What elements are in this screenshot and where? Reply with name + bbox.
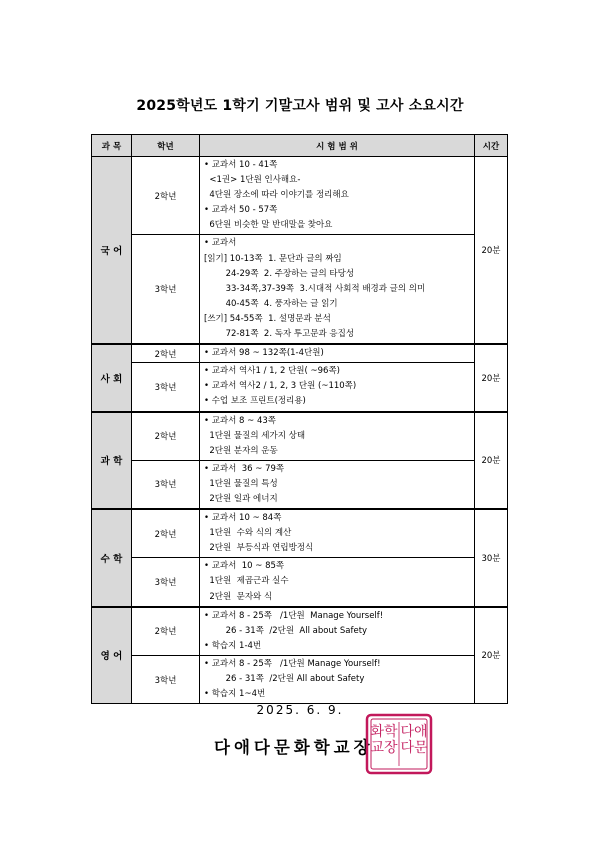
svg-text:다애: 다애 xyxy=(400,724,428,740)
table-row xyxy=(92,363,508,412)
range-line: 24-29쪽 2. 주장하는 글의 타당성 xyxy=(204,268,355,279)
range-line: • 교과서 10 - 41쪽 xyxy=(204,160,278,170)
table-row xyxy=(92,509,508,558)
range-line: 2단원 일과 에너지 xyxy=(204,493,278,504)
header-grade: 학년 xyxy=(132,135,200,157)
exam-range-cell xyxy=(200,607,475,656)
range-line: • 학습지 1-4번 xyxy=(204,640,262,651)
time-cell: 20분 xyxy=(475,344,508,411)
exam-range-cell xyxy=(200,412,475,461)
range-line: • 교과서 50 - 57쪽 xyxy=(204,205,278,216)
range-line: • 교과서 98 ~ 132쪽(1-4단원) xyxy=(204,348,324,359)
range-line: • 수업 보조 프린트(정리용) xyxy=(204,396,306,407)
header-range: 시 험 범 위 xyxy=(200,135,475,157)
exam-schedule-table xyxy=(91,134,508,704)
grade-cell: 2학년 xyxy=(132,344,200,363)
table-body xyxy=(92,157,508,704)
range-line: 2단원 문자와 식 xyxy=(204,591,273,602)
range-line: 1단원 물질의 세가지 상태 xyxy=(204,430,306,441)
range-line: 4단원 장소에 따라 이야기를 정리해요 xyxy=(204,190,349,201)
table-row xyxy=(92,607,508,656)
subject-cell: 사 회 xyxy=(92,344,132,411)
range-line: [쓰기] 54-55쪽 1. 설명문과 분석 xyxy=(204,313,331,324)
table-row xyxy=(92,460,508,509)
grade-cell: 2학년 xyxy=(132,607,200,656)
range-line: 1단원 수와 식의 계산 xyxy=(204,528,292,539)
range-line: 2단원 부등식과 연립방정식 xyxy=(204,543,314,554)
range-line: 6단원 비슷한 말 반대말을 찾아요 xyxy=(204,220,333,231)
svg-text:화학: 화학 xyxy=(370,724,398,740)
range-line: • 교과서 8 - 25쪽 /1단원 Manage Yourself! xyxy=(204,610,384,621)
svg-text:교장: 교장 xyxy=(370,740,398,756)
range-line: 2단원 분자의 운동 xyxy=(204,445,278,456)
range-line: 40-45쪽 4. 풍자하는 글 읽기 xyxy=(204,298,338,309)
subject-cell: 과 학 xyxy=(92,412,132,510)
range-line: • 교과서 8 ~ 43쪽 xyxy=(204,415,277,426)
grade-cell: 2학년 xyxy=(132,509,200,558)
range-line: • 교과서 36 ~ 79쪽 xyxy=(204,463,285,474)
svg-text:다문: 다문 xyxy=(400,740,428,756)
exam-range-cell xyxy=(200,235,475,344)
subject-cell: 영 어 xyxy=(92,607,132,704)
subject-cell: 수 학 xyxy=(92,509,132,607)
document-title: 2025학년도 1학기 기말고사 범위 및 고사 소요시간 xyxy=(136,98,464,114)
range-line: • 교과서 10 ~ 84쪽 xyxy=(204,513,282,524)
grade-cell: 2학년 xyxy=(132,157,200,235)
header-time: 시간 xyxy=(475,135,508,157)
grade-cell: 3학년 xyxy=(132,655,200,703)
exam-range-cell xyxy=(200,509,475,558)
table-row xyxy=(92,558,508,607)
school-principal-name: 다애다문화학교장 xyxy=(214,738,374,757)
time-cell: 20분 xyxy=(475,157,508,345)
table-header-row xyxy=(92,135,508,157)
exam-range-cell xyxy=(200,558,475,607)
range-line: [읽기] 10-13쪽 1. 문단과 글의 짜임 xyxy=(204,253,342,264)
range-line: 26 - 31쪽 /2단원 All about Safety xyxy=(204,674,365,684)
exam-range-cell xyxy=(200,460,475,509)
range-line: 1단원 물질의 특성 xyxy=(204,478,278,489)
grade-cell: 3학년 xyxy=(132,460,200,509)
table-row xyxy=(92,655,508,703)
range-line: • 교과서 10 ~ 85쪽 xyxy=(204,561,285,572)
range-line: • 교과서 역사2 / 1, 2, 3 단원 (~110쪽) xyxy=(204,381,357,392)
range-line: <1권> 1단원 인사해요- xyxy=(204,175,301,186)
range-line: • 교과서 xyxy=(204,238,237,249)
official-seal-stamp xyxy=(364,712,434,776)
grade-cell: 2학년 xyxy=(132,412,200,461)
range-line: 26 - 31쪽 /2단원 All about Safety xyxy=(204,625,368,636)
table-row xyxy=(92,235,508,344)
range-line: 33-34쪽,37-39쪽 3.시대적 사회적 배경과 글의 의미 xyxy=(204,283,426,294)
exam-range-cell xyxy=(200,344,475,363)
grade-cell: 3학년 xyxy=(132,235,200,344)
table-row xyxy=(92,412,508,461)
range-line: 72-81쪽 2. 독자 투고문과 응집성 xyxy=(204,329,355,340)
range-line: • 교과서 역사1 / 1, 2 단원( ~96쪽) xyxy=(204,366,340,377)
table-row xyxy=(92,344,508,363)
table-row xyxy=(92,157,508,235)
time-cell: 20분 xyxy=(475,412,508,510)
time-cell: 20분 xyxy=(475,607,508,704)
exam-range-cell xyxy=(200,363,475,412)
exam-range-cell xyxy=(200,157,475,235)
subject-cell: 국 어 xyxy=(92,157,132,345)
range-line: 1단원 제곱근과 실수 xyxy=(204,576,289,587)
grade-cell: 3학년 xyxy=(132,558,200,607)
time-cell: 30분 xyxy=(475,509,508,607)
range-line: • 학습지 1~4번 xyxy=(204,689,266,700)
grade-cell: 3학년 xyxy=(132,363,200,412)
exam-range-cell xyxy=(200,655,475,703)
header-subject: 과 목 xyxy=(92,135,132,157)
range-line: • 교과서 8 - 25쪽 /1단원 Manage Yourself! xyxy=(204,658,381,669)
document-date: 2025. 6. 9. xyxy=(256,703,344,717)
